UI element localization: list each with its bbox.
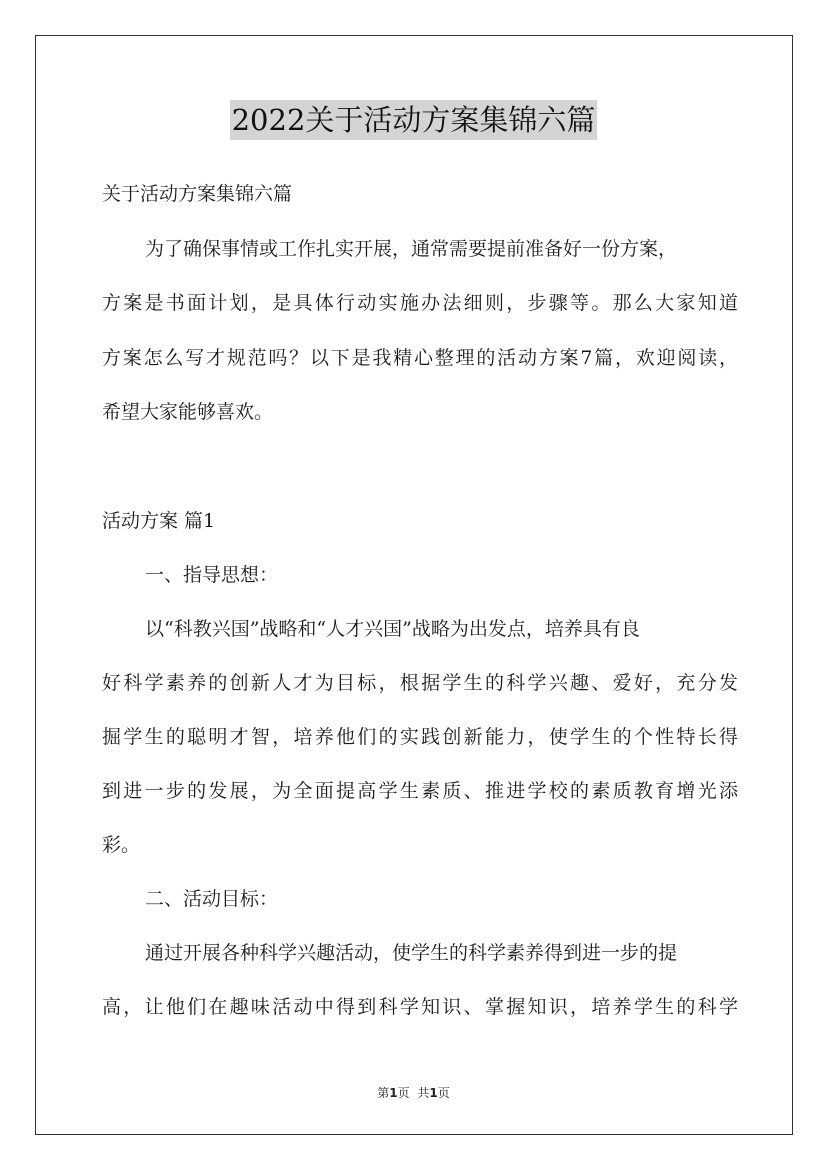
page-footer [0, 1084, 827, 1101]
page-prefix: 第 [377, 1086, 390, 1100]
total-number: 1 [429, 1086, 438, 1100]
part1-line: 彩。 [102, 834, 141, 856]
page-suffix: 页 [397, 1086, 410, 1100]
part1-line: 掘学生的聪明才智，培养他们的实践创新能力，使学生的个性特长得 [102, 726, 738, 748]
total-suffix: 页 [437, 1086, 450, 1100]
part1-line: 到进一步的发展，为全面提高学生素质、推进学校的素质教育增光添 [102, 780, 738, 802]
document-title: 2022关于活动方案集锦六篇 [230, 100, 598, 140]
part2-line: 通过开展各种科学兴趣活动，使学生的科学素养得到进一步的提 [145, 942, 678, 964]
part1-heading: 一、指导思想： [145, 564, 279, 586]
part1-line: 以“科教兴国”战略和“人才兴国”战略为出发点，培养具有良 [145, 618, 640, 640]
intro-line: 希望大家能够喜欢。 [102, 401, 274, 423]
part1-line: 好科学素养的创新人才为目标，根据学生的科学兴趣、爱好，充分发 [102, 672, 738, 694]
document-subtitle: 关于活动方案集锦六篇 [102, 183, 293, 205]
part2-heading: 二、活动目标： [145, 888, 279, 910]
intro-line: 方案怎么写才规范吗？以下是我精心整理的活动方案7篇，欢迎阅读， [102, 347, 738, 369]
part2-line: 高，让他们在趣味活动中得到科学知识、掌握知识，培养学生的科学 [102, 996, 738, 1018]
section-heading: 活动方案 篇1 [102, 510, 216, 532]
title-container [0, 100, 827, 140]
page-number: 1 [389, 1086, 398, 1100]
total-prefix: 共 [417, 1086, 430, 1100]
intro-line: 为了确保事情或工作扎实开展，通常需要提前准备好一份方案， [145, 238, 678, 260]
intro-line: 方案是书面计划，是具体行动实施办法细则，步骤等。那么大家知道 [102, 292, 738, 314]
